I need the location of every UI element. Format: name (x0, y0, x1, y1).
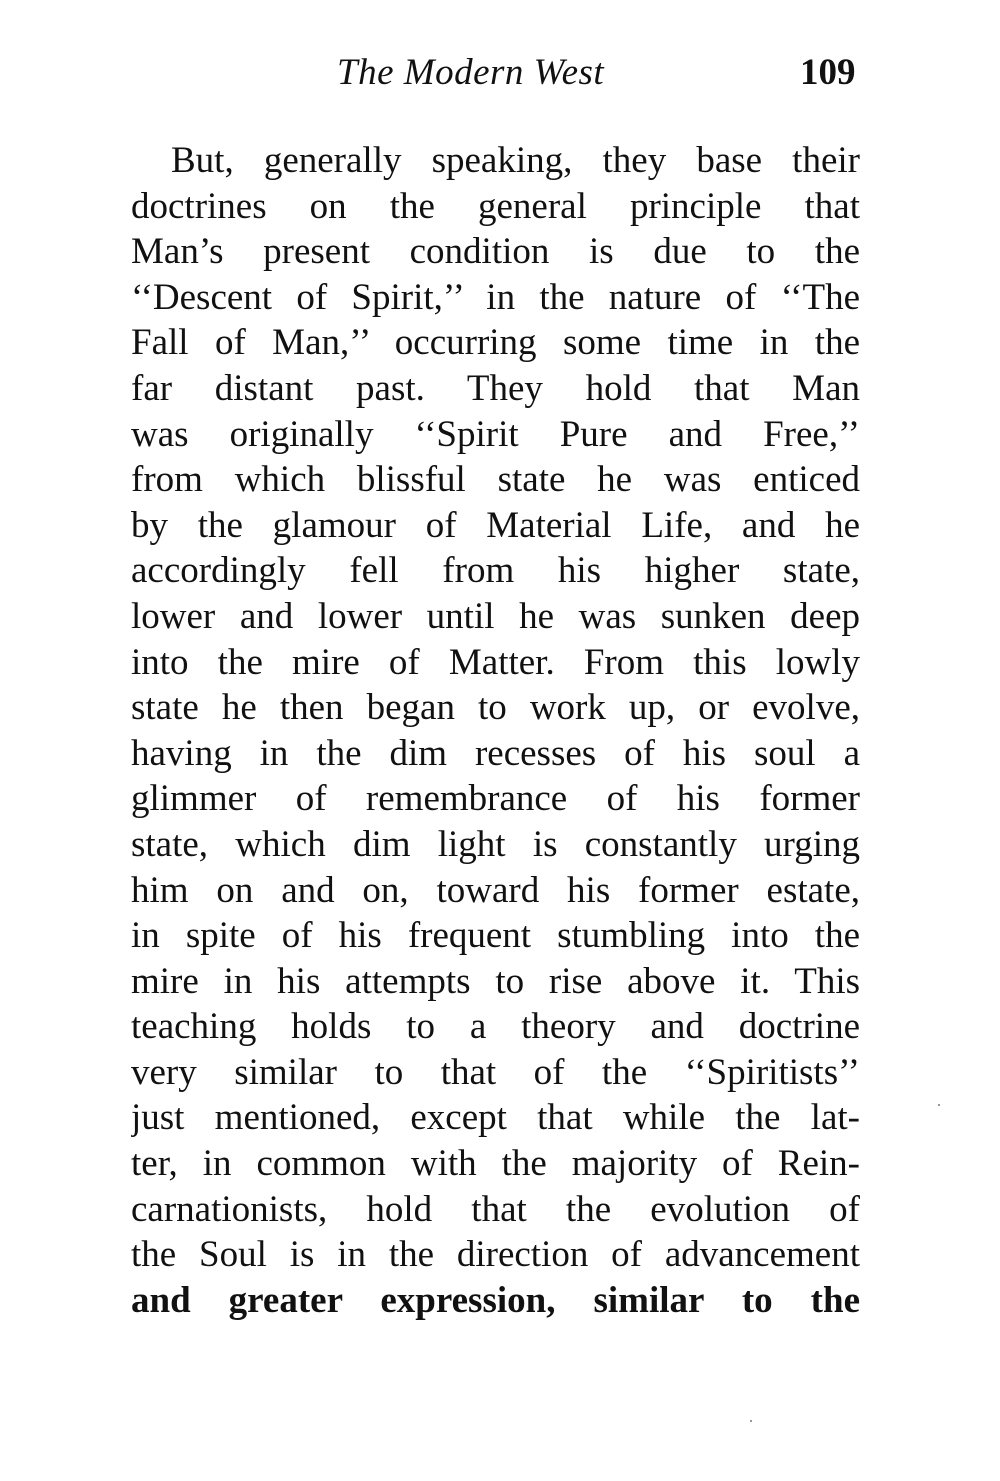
text-line: Man’s present condition is due to the (131, 231, 860, 273)
text-line: very similar to that of the ‘‘Spiritists’’ (131, 1051, 860, 1093)
text-line: doctrines on the general principle that (131, 185, 860, 227)
text-line: Fall of Man,’’ occurring some time in the (131, 322, 860, 364)
text-line: ‘‘Descent of Spirit,’’ in the nature of ‘‘The (131, 276, 860, 318)
text-line: glimmer of remembrance of his former (131, 778, 860, 820)
scan-speck (938, 1104, 940, 1106)
text-line: and greater expression, similar to the (131, 1279, 860, 1321)
text-line: teaching holds to a theory and doctrine (131, 1006, 860, 1048)
running-title: The Modern West (337, 52, 605, 93)
text-line: by the glamour of Material Life, and he (131, 504, 860, 546)
text-line: ter, in common with the majority of Rein- (131, 1143, 860, 1185)
text-line: was originally ‘‘Spirit Pure and Free,’’ (131, 413, 860, 455)
text-line: the Soul is in the direction of advancement (131, 1234, 860, 1276)
text-line: into the mire of Matter. From this lowly (131, 641, 860, 683)
text-line: just mentioned, except that while the lat- (131, 1097, 860, 1139)
text-line: mire in his attempts to rise above it. This (131, 960, 860, 1002)
text-line: from which blissful state he was enticed (131, 459, 860, 501)
page-number: 109 (800, 52, 856, 93)
text-line: state, which dim light is constantly urging (131, 823, 860, 865)
text-line: lower and lower until he was sunken deep (131, 595, 860, 637)
page-header (0, 48, 1000, 98)
text-line: But, generally speaking, they base their (171, 140, 860, 181)
scan-speck (750, 1420, 752, 1422)
text-line: carnationists, hold that the evolution of (131, 1188, 860, 1230)
text-line: accordingly fell from his higher state, (131, 550, 860, 592)
text-line: having in the dim recesses of his soul a (131, 732, 860, 774)
text-line: far distant past. They hold that Man (131, 367, 860, 409)
body-text (131, 138, 860, 1323)
text-line: in spite of his frequent stumbling into the (131, 915, 860, 957)
text-line: him on and on, toward his former estate, (131, 869, 860, 911)
text-line: state he then began to work up, or evolve, (131, 687, 860, 729)
